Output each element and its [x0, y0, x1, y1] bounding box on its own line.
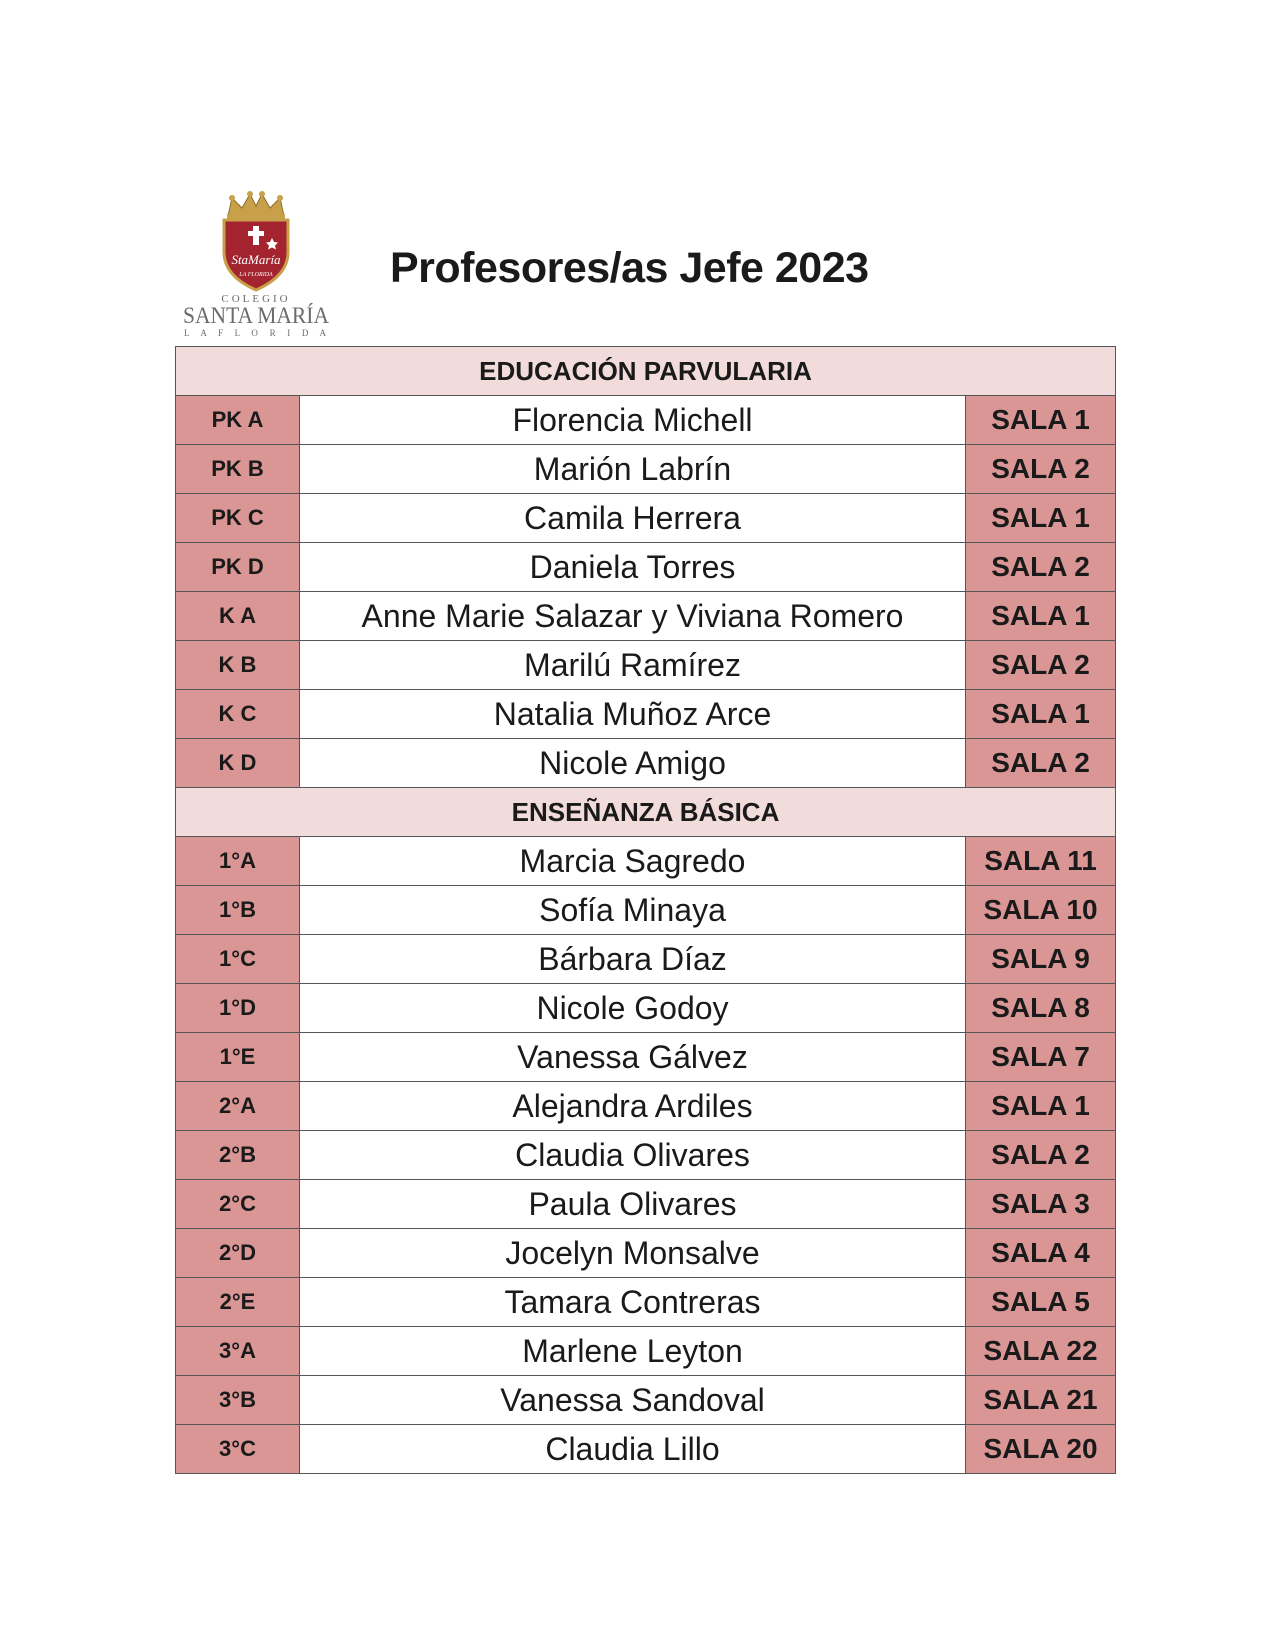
- course-cell: 3°A: [176, 1327, 300, 1376]
- room-cell: SALA 20: [966, 1425, 1116, 1474]
- teacher-cell: Marilú Ramírez: [300, 641, 966, 690]
- room-cell: SALA 21: [966, 1376, 1116, 1425]
- table-row: [176, 1229, 1116, 1278]
- room-cell: SALA 2: [966, 1131, 1116, 1180]
- table-row: [176, 396, 1116, 445]
- table-row: [176, 1033, 1116, 1082]
- room-cell: SALA 8: [966, 984, 1116, 1033]
- table-row: [176, 739, 1116, 788]
- teacher-cell: Marión Labrín: [300, 445, 966, 494]
- teacher-cell: Daniela Torres: [300, 543, 966, 592]
- teacher-cell: Tamara Contreras: [300, 1278, 966, 1327]
- teacher-cell: Paula Olivares: [300, 1180, 966, 1229]
- course-cell: 2°A: [176, 1082, 300, 1131]
- course-cell: K C: [176, 690, 300, 739]
- logo-badge-subtext: LA FLORIDA: [239, 272, 273, 278]
- room-cell: SALA 2: [966, 543, 1116, 592]
- room-cell: SALA 4: [966, 1229, 1116, 1278]
- logo-badge-text: StaMaría: [231, 252, 281, 267]
- section-header-row: [176, 347, 1116, 396]
- school-logo: [180, 190, 332, 340]
- course-cell: PK B: [176, 445, 300, 494]
- table-row: [176, 1082, 1116, 1131]
- table-row: [176, 1376, 1116, 1425]
- teacher-cell: Marlene Leyton: [300, 1327, 966, 1376]
- room-cell: SALA 11: [966, 837, 1116, 886]
- teacher-cell: Sofía Minaya: [300, 886, 966, 935]
- section-header-row: [176, 788, 1116, 837]
- teacher-cell: Florencia Michell: [300, 396, 966, 445]
- section-title: ENSEÑANZA BÁSICA: [176, 788, 1116, 837]
- teacher-cell: Nicole Godoy: [300, 984, 966, 1033]
- table-row: [176, 1327, 1116, 1376]
- room-cell: SALA 5: [966, 1278, 1116, 1327]
- room-cell: SALA 3: [966, 1180, 1116, 1229]
- table-row: [176, 494, 1116, 543]
- course-cell: 3°B: [176, 1376, 300, 1425]
- course-cell: K B: [176, 641, 300, 690]
- course-cell: PK D: [176, 543, 300, 592]
- room-cell: SALA 2: [966, 641, 1116, 690]
- teacher-cell: Marcia Sagredo: [300, 837, 966, 886]
- logo-line-school-name: SANTA MARÍA: [183, 303, 330, 328]
- room-cell: SALA 1: [966, 396, 1116, 445]
- room-cell: SALA 1: [966, 592, 1116, 641]
- course-cell: K A: [176, 592, 300, 641]
- course-cell: 2°B: [176, 1131, 300, 1180]
- course-cell: 2°E: [176, 1278, 300, 1327]
- course-cell: 1°B: [176, 886, 300, 935]
- table-row: [176, 445, 1116, 494]
- room-cell: SALA 7: [966, 1033, 1116, 1082]
- table-row: [176, 935, 1116, 984]
- room-cell: SALA 10: [966, 886, 1116, 935]
- course-cell: 1°E: [176, 1033, 300, 1082]
- table-row: [176, 690, 1116, 739]
- table-row: [176, 592, 1116, 641]
- teacher-cell: Claudia Lillo: [300, 1425, 966, 1474]
- table-row: [176, 1278, 1116, 1327]
- teacher-cell: Vanessa Gálvez: [300, 1033, 966, 1082]
- room-cell: SALA 2: [966, 445, 1116, 494]
- course-cell: 1°D: [176, 984, 300, 1033]
- course-cell: K D: [176, 739, 300, 788]
- table-row: [176, 543, 1116, 592]
- teacher-cell: Anne Marie Salazar y Viviana Romero: [300, 592, 966, 641]
- course-cell: 2°D: [176, 1229, 300, 1278]
- course-cell: PK A: [176, 396, 300, 445]
- logo-line-city: L A F L O R I D A: [184, 328, 328, 338]
- teacher-cell: Alejandra Ardiles: [300, 1082, 966, 1131]
- teacher-cell: Nicole Amigo: [300, 739, 966, 788]
- room-cell: SALA 9: [966, 935, 1116, 984]
- course-cell: 1°A: [176, 837, 300, 886]
- teacher-cell: Vanessa Sandoval: [300, 1376, 966, 1425]
- homeroom-teachers-table: [175, 346, 1116, 1474]
- table-row: [176, 641, 1116, 690]
- room-cell: SALA 1: [966, 690, 1116, 739]
- course-cell: 3°C: [176, 1425, 300, 1474]
- section-title: EDUCACIÓN PARVULARIA: [176, 347, 1116, 396]
- teacher-cell: Jocelyn Monsalve: [300, 1229, 966, 1278]
- table-row: [176, 1425, 1116, 1474]
- teacher-cell: Claudia Olivares: [300, 1131, 966, 1180]
- room-cell: SALA 22: [966, 1327, 1116, 1376]
- course-cell: PK C: [176, 494, 300, 543]
- course-cell: 1°C: [176, 935, 300, 984]
- table-row: [176, 886, 1116, 935]
- page-title: Profesores/as Jefe 2023: [390, 244, 869, 292]
- room-cell: SALA 2: [966, 739, 1116, 788]
- room-cell: SALA 1: [966, 494, 1116, 543]
- teacher-cell: Natalia Muñoz Arce: [300, 690, 966, 739]
- room-cell: SALA 1: [966, 1082, 1116, 1131]
- teacher-cell: Bárbara Díaz: [300, 935, 966, 984]
- course-cell: 2°C: [176, 1180, 300, 1229]
- table-row: [176, 984, 1116, 1033]
- table-row: [176, 1180, 1116, 1229]
- table-row: [176, 1131, 1116, 1180]
- teacher-cell: Camila Herrera: [300, 494, 966, 543]
- logo-line-colegio: COLEGIO: [221, 293, 291, 305]
- table-row: [176, 837, 1116, 886]
